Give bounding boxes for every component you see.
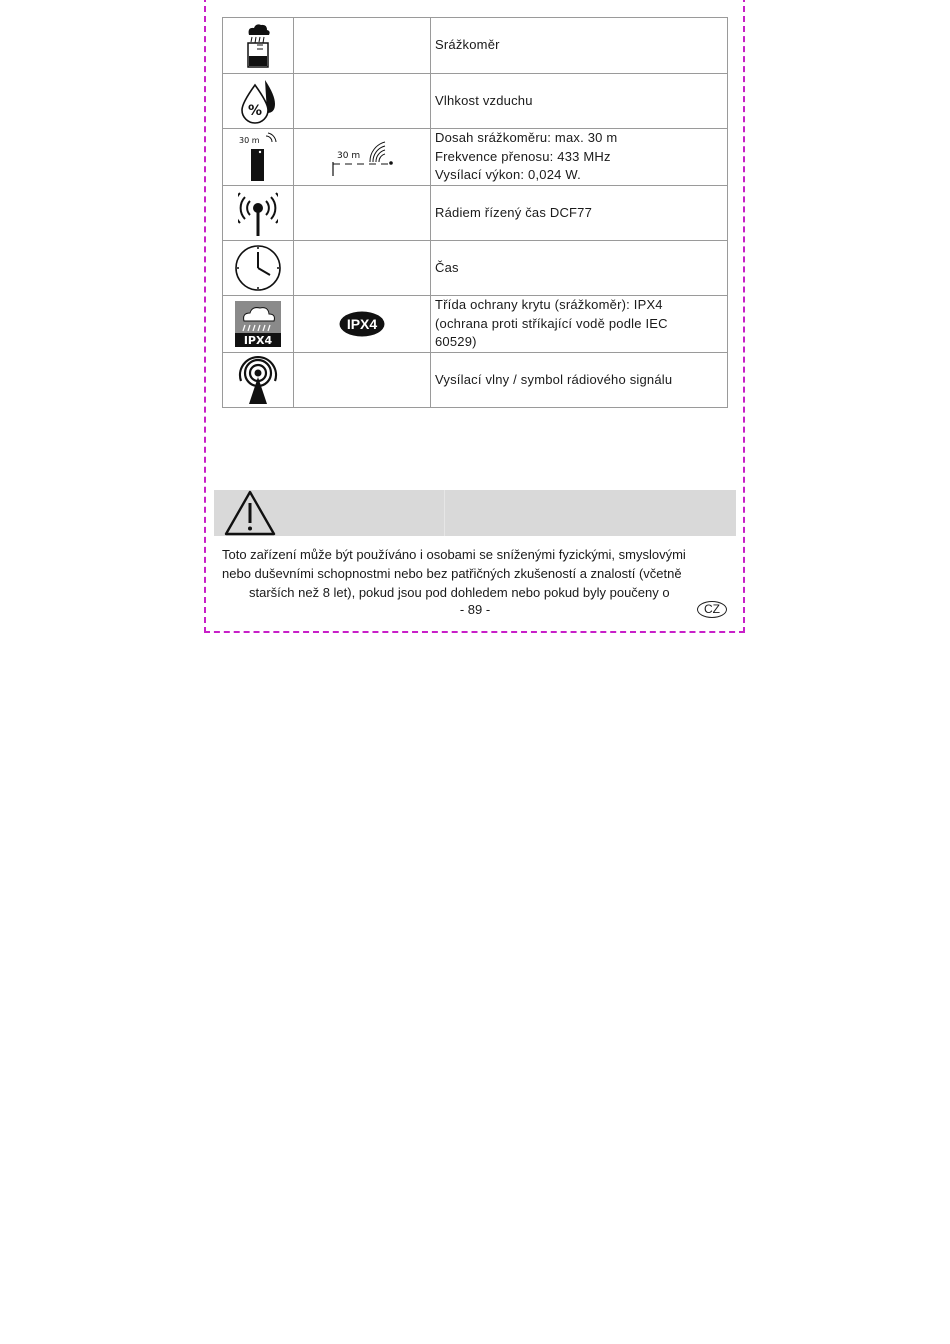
table-row	[223, 186, 728, 241]
row-text-line: (ochrana proti stříkající vodě podle IEC	[435, 315, 668, 331]
range-label: 30 m	[239, 136, 260, 145]
ipx4-cloud-icon	[235, 301, 281, 347]
table-row	[223, 18, 728, 74]
rain-gauge-icon	[243, 23, 273, 69]
table-row	[223, 74, 728, 129]
row-text-line: Vysílací výkon: 0,024 W.	[435, 167, 581, 183]
ipx4-badge-label: IPX4	[346, 316, 378, 332]
row-text-line: Srážkoměr	[435, 37, 500, 53]
svg-text:%: %	[247, 103, 263, 119]
country-code-badge: CZ	[697, 601, 727, 618]
row-text-line: Frekvence přenosu: 433 MHz	[435, 148, 611, 164]
paragraph-line: Toto zařízení může být používáno i osobami se sníženými fyzickými, smyslovými	[222, 547, 686, 562]
paragraph-line: nebo duševními schopnostmi nebo bez patřičných zkušeností a znalostí (včetně	[222, 566, 682, 581]
row-text-line: Rádiem řízený čas DCF77	[435, 204, 593, 220]
ipx4-cloud-label: IPX4	[243, 334, 273, 347]
page-number: - 89 -	[459, 602, 491, 617]
row-text-line: Dosah srážkoměru: max. 30 m	[435, 130, 618, 146]
range-30m-label: 30 m	[337, 151, 361, 161]
row-text-line: Vlhkost vzduchu	[435, 92, 533, 108]
clock-icon	[234, 244, 282, 292]
range-30m-icon	[325, 134, 399, 180]
radio-signal-icon	[238, 355, 278, 405]
row-text-line: Třída ochrany krytu (srážkoměr): IPX4	[435, 297, 663, 313]
row-text-line: Vysílací vlny / symbol rádiového signálu	[435, 371, 673, 387]
table-row	[223, 241, 728, 296]
warning-triangle-icon	[224, 490, 276, 536]
row-text-line: Čas	[435, 259, 459, 275]
table-row	[223, 353, 728, 408]
symbols-table	[222, 17, 728, 408]
paragraph-line: starších než 8 let), pokud jsou pod dohledem nebo pokud byly poučeny o	[249, 585, 670, 600]
row-text-line: 60529)	[435, 334, 477, 350]
table-row	[223, 129, 728, 186]
warning-header	[214, 490, 736, 536]
humidity-drops-icon	[239, 77, 277, 125]
ipx4-badge-icon	[339, 311, 385, 337]
transmitter-range-icon	[236, 132, 280, 182]
safety-paragraph	[222, 545, 728, 602]
radio-antenna-icon	[238, 189, 278, 237]
table-row	[223, 296, 728, 353]
